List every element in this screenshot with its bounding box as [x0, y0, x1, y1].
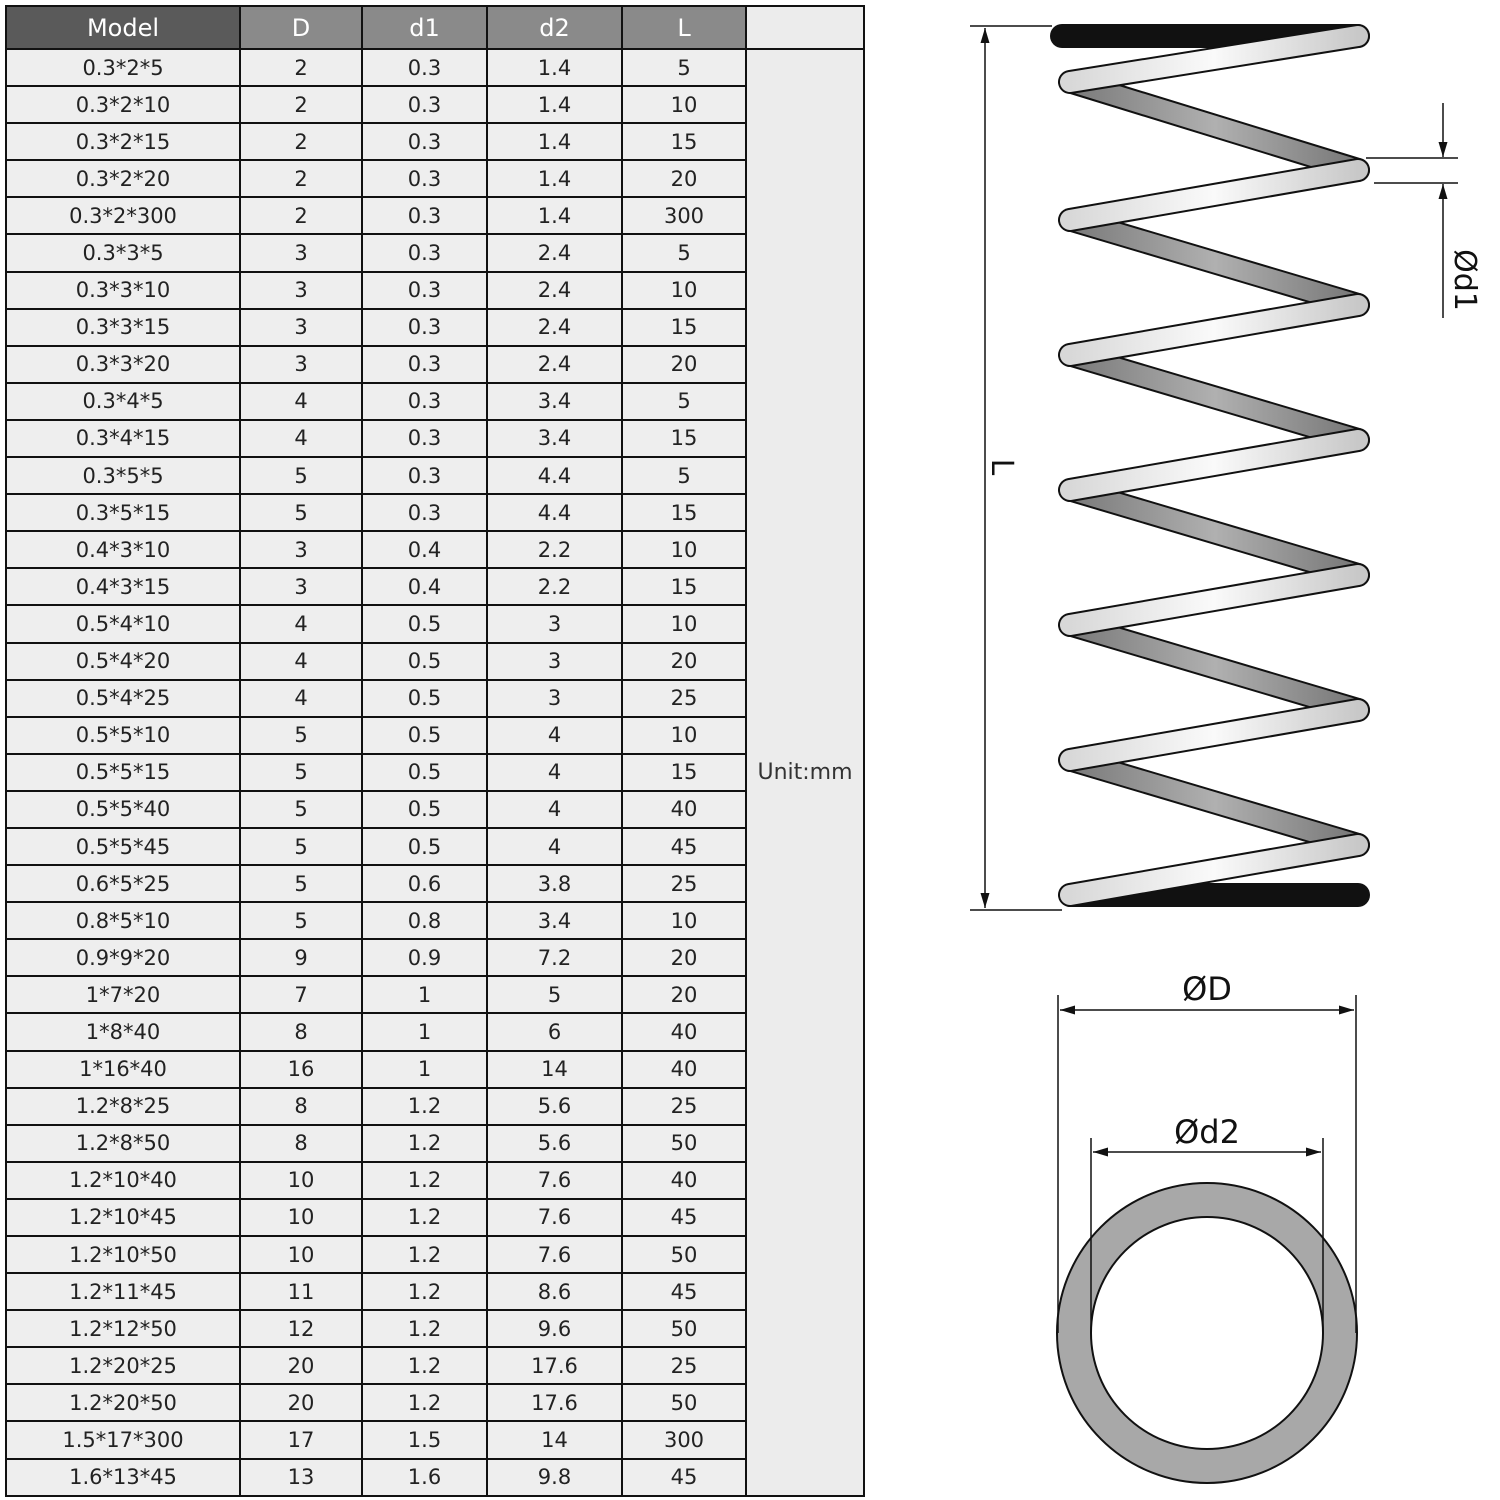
- cell-d2: 4.4: [487, 494, 622, 531]
- cell-model: 0.3*3*15: [6, 309, 240, 346]
- spring-back-strand: [1072, 220, 1358, 305]
- cell-model: 1.2*20*25: [6, 1347, 240, 1384]
- spring-back-strand: [1072, 355, 1358, 440]
- cell-model: 0.3*2*20: [6, 160, 240, 197]
- cell-model: 0.3*3*10: [6, 272, 240, 309]
- cell-model: 0.5*4*10: [6, 605, 240, 642]
- cell-d1: 0.3: [362, 86, 487, 123]
- cell-d1: 1: [362, 1051, 487, 1088]
- cell-d1: 0.5: [362, 717, 487, 754]
- cell-d1: 0.8: [362, 902, 487, 939]
- cell-model: 1.2*10*50: [6, 1236, 240, 1273]
- length-label: L: [984, 458, 1019, 476]
- cell-l: 15: [622, 123, 746, 160]
- cell-d2: 9.8: [487, 1459, 622, 1496]
- cell-l: 15: [622, 420, 746, 457]
- cell-l: 20: [622, 643, 746, 680]
- cell-d: 13: [240, 1459, 362, 1496]
- cell-d1: 1.2: [362, 1347, 487, 1384]
- cell-d: 3: [240, 272, 362, 309]
- cell-d: 12: [240, 1310, 362, 1347]
- cell-d2: 2.2: [487, 568, 622, 605]
- cell-d: 5: [240, 828, 362, 865]
- cell-d2: 5.6: [487, 1088, 622, 1125]
- cell-d1: 0.3: [362, 197, 487, 234]
- cell-l: 40: [622, 791, 746, 828]
- cell-d: 7: [240, 976, 362, 1013]
- cell-d: 10: [240, 1162, 362, 1199]
- spring-front-strand: [1070, 710, 1358, 760]
- cell-d1: 1.2: [362, 1125, 487, 1162]
- cell-model: 0.5*4*20: [6, 643, 240, 680]
- cell-d1: 0.5: [362, 791, 487, 828]
- cell-d: 2: [240, 49, 362, 86]
- cell-d2: 7.2: [487, 939, 622, 976]
- cell-d2: 1.4: [487, 197, 622, 234]
- cell-d1: 1.2: [362, 1273, 487, 1310]
- cell-d2: 1.4: [487, 86, 622, 123]
- cell-d: 4: [240, 420, 362, 457]
- cell-l: 15: [622, 754, 746, 791]
- cell-d2: 3.4: [487, 902, 622, 939]
- cross-section: [1058, 995, 1356, 1466]
- cell-d: 17: [240, 1421, 362, 1458]
- cell-d: 4: [240, 605, 362, 642]
- cell-l: 5: [622, 49, 746, 86]
- cell-d: 4: [240, 643, 362, 680]
- cell-d: 3: [240, 346, 362, 383]
- cell-d1: 1.5: [362, 1421, 487, 1458]
- cell-d1: 0.5: [362, 828, 487, 865]
- cell-d1: 0.6: [362, 865, 487, 902]
- cell-model: 1.5*17*300: [6, 1421, 240, 1458]
- cell-model: 0.5*5*40: [6, 791, 240, 828]
- cell-l: 300: [622, 197, 746, 234]
- cell-d: 16: [240, 1051, 362, 1088]
- cell-d2: 9.6: [487, 1310, 622, 1347]
- cell-model: 0.6*5*25: [6, 865, 240, 902]
- cell-d2: 4: [487, 754, 622, 791]
- cell-d: 2: [240, 123, 362, 160]
- cell-model: 0.3*4*15: [6, 420, 240, 457]
- cell-d2: 14: [487, 1421, 622, 1458]
- cell-d2: 14: [487, 1051, 622, 1088]
- cell-d2: 3.4: [487, 383, 622, 420]
- cell-model: 1.2*12*50: [6, 1310, 240, 1347]
- cell-d2: 2.4: [487, 309, 622, 346]
- cell-d: 20: [240, 1347, 362, 1384]
- cell-d2: 7.6: [487, 1236, 622, 1273]
- cell-l: 40: [622, 1013, 746, 1050]
- wire-diameter-dimension: [1366, 103, 1458, 318]
- cell-d1: 0.9: [362, 939, 487, 976]
- cell-model: 0.5*4*25: [6, 680, 240, 717]
- cell-d: 2: [240, 197, 362, 234]
- cell-d2: 1.4: [487, 123, 622, 160]
- cell-d2: 7.6: [487, 1162, 622, 1199]
- cell-d2: 4: [487, 717, 622, 754]
- cell-d2: 8.6: [487, 1273, 622, 1310]
- cell-d1: 0.5: [362, 754, 487, 791]
- cell-model: 0.4*3*15: [6, 568, 240, 605]
- cell-d: 3: [240, 531, 362, 568]
- cell-d: 10: [240, 1199, 362, 1236]
- cell-model: 1.2*10*45: [6, 1199, 240, 1236]
- spring-back-strand: [1072, 625, 1358, 710]
- spring-back-strand: [1072, 490, 1358, 575]
- cell-l: 40: [622, 1051, 746, 1088]
- cell-model: 0.5*5*15: [6, 754, 240, 791]
- column-header-d2: d2: [487, 6, 622, 49]
- cell-d1: 0.3: [362, 123, 487, 160]
- cell-l: 45: [622, 828, 746, 865]
- cell-d2: 5: [487, 976, 622, 1013]
- cell-d: 2: [240, 160, 362, 197]
- cell-d2: 2.4: [487, 346, 622, 383]
- wire-diameter-label: Ød1: [1447, 249, 1482, 311]
- cell-d2: 17.6: [487, 1347, 622, 1384]
- cell-d1: 0.3: [362, 494, 487, 531]
- cell-l: 50: [622, 1236, 746, 1273]
- cell-d2: 17.6: [487, 1384, 622, 1421]
- cell-d2: 4.4: [487, 457, 622, 494]
- cell-d2: 2.2: [487, 531, 622, 568]
- cell-model: 0.5*5*10: [6, 717, 240, 754]
- cell-d2: 2.4: [487, 272, 622, 309]
- unit-label: Unit:mm: [746, 49, 864, 1496]
- cell-d: 5: [240, 494, 362, 531]
- cell-l: 25: [622, 1347, 746, 1384]
- spring-front-strand: [1070, 575, 1358, 625]
- cell-d1: 0.4: [362, 531, 487, 568]
- cell-l: 10: [622, 86, 746, 123]
- cell-d: 5: [240, 457, 362, 494]
- cell-d: 20: [240, 1384, 362, 1421]
- cell-l: 40: [622, 1162, 746, 1199]
- cell-d2: 3: [487, 605, 622, 642]
- cell-d2: 3.4: [487, 420, 622, 457]
- cell-d: 4: [240, 383, 362, 420]
- cell-d1: 1: [362, 976, 487, 1013]
- cell-l: 5: [622, 383, 746, 420]
- cell-model: 0.8*5*10: [6, 902, 240, 939]
- spring-coils: [1062, 36, 1358, 895]
- cell-l: 5: [622, 234, 746, 271]
- cell-model: 1.2*8*50: [6, 1125, 240, 1162]
- cell-d1: 0.3: [362, 160, 487, 197]
- cell-d1: 0.5: [362, 643, 487, 680]
- spring-back-strand: [1072, 760, 1358, 845]
- cell-d2: 6: [487, 1013, 622, 1050]
- cell-l: 15: [622, 494, 746, 531]
- cell-d1: 1.2: [362, 1199, 487, 1236]
- cell-d1: 0.5: [362, 680, 487, 717]
- cell-model: 0.3*4*5: [6, 383, 240, 420]
- cell-d2: 2.4: [487, 234, 622, 271]
- cell-d1: 1.2: [362, 1310, 487, 1347]
- column-header-l: L: [622, 6, 746, 49]
- cell-d: 9: [240, 939, 362, 976]
- cell-d1: 1.2: [362, 1088, 487, 1125]
- cell-d2: 5.6: [487, 1125, 622, 1162]
- cell-d1: 1.2: [362, 1236, 487, 1273]
- cell-l: 15: [622, 568, 746, 605]
- cell-d1: 0.3: [362, 346, 487, 383]
- cell-model: 1.2*11*45: [6, 1273, 240, 1310]
- cell-d2: 1.4: [487, 160, 622, 197]
- cell-model: 1*8*40: [6, 1013, 240, 1050]
- cell-d1: 0.4: [362, 568, 487, 605]
- cell-d: 3: [240, 568, 362, 605]
- cell-d1: 1: [362, 1013, 487, 1050]
- cell-d2: 7.6: [487, 1199, 622, 1236]
- cell-d1: 0.3: [362, 49, 487, 86]
- cell-d1: 1.2: [362, 1384, 487, 1421]
- spring-front-strand: [1070, 170, 1358, 220]
- cell-d: 8: [240, 1088, 362, 1125]
- cell-model: 0.4*3*10: [6, 531, 240, 568]
- column-header-d: D: [240, 6, 362, 49]
- spring-front-strand: [1070, 305, 1358, 355]
- cell-l: 5: [622, 457, 746, 494]
- cell-l: 10: [622, 605, 746, 642]
- cell-l: 25: [622, 680, 746, 717]
- cell-d1: 1.6: [362, 1459, 487, 1496]
- cell-l: 45: [622, 1273, 746, 1310]
- cell-d1: 0.3: [362, 309, 487, 346]
- cell-model: 0.5*5*45: [6, 828, 240, 865]
- cell-d1: 0.3: [362, 457, 487, 494]
- cell-l: 15: [622, 309, 746, 346]
- cell-l: 20: [622, 346, 746, 383]
- cell-model: 1.6*13*45: [6, 1459, 240, 1496]
- cell-d1: 0.3: [362, 420, 487, 457]
- inner-diameter-label: Ød2: [1174, 1113, 1240, 1151]
- cell-d: 5: [240, 902, 362, 939]
- cell-l: 10: [622, 717, 746, 754]
- cell-model: 0.3*2*300: [6, 197, 240, 234]
- cell-l: 20: [622, 939, 746, 976]
- cell-d2: 3.8: [487, 865, 622, 902]
- cell-d1: 0.3: [362, 272, 487, 309]
- cell-d: 2: [240, 86, 362, 123]
- cell-model: 1.2*10*40: [6, 1162, 240, 1199]
- cell-model: 1*16*40: [6, 1051, 240, 1088]
- cell-d: 5: [240, 791, 362, 828]
- cell-l: 50: [622, 1125, 746, 1162]
- cell-d: 4: [240, 680, 362, 717]
- spring-front-strand: [1070, 440, 1358, 490]
- cell-model: 0.9*9*20: [6, 939, 240, 976]
- cell-d2: 3: [487, 643, 622, 680]
- cell-l: 300: [622, 1421, 746, 1458]
- cell-d: 11: [240, 1273, 362, 1310]
- column-header-model: Model: [6, 6, 240, 49]
- cell-model: 0.3*2*15: [6, 123, 240, 160]
- cell-model: 1*7*20: [6, 976, 240, 1013]
- cell-d2: 4: [487, 791, 622, 828]
- cell-d2: 3: [487, 680, 622, 717]
- cell-model: 0.3*2*5: [6, 49, 240, 86]
- cell-d2: 4: [487, 828, 622, 865]
- cell-l: 10: [622, 531, 746, 568]
- cell-d: 3: [240, 234, 362, 271]
- outer-diameter-label: ØD: [1182, 970, 1232, 1008]
- cell-d: 8: [240, 1013, 362, 1050]
- cell-l: 10: [622, 272, 746, 309]
- cell-l: 50: [622, 1310, 746, 1347]
- cell-model: 0.3*5*5: [6, 457, 240, 494]
- cell-d: 5: [240, 754, 362, 791]
- cell-model: 0.3*3*5: [6, 234, 240, 271]
- cell-model: 0.3*2*10: [6, 86, 240, 123]
- spring-back-strand: [1072, 82, 1358, 170]
- cell-l: 20: [622, 160, 746, 197]
- cell-l: 10: [622, 902, 746, 939]
- cell-l: 45: [622, 1459, 746, 1496]
- cell-d: 3: [240, 309, 362, 346]
- cell-model: 0.3*5*15: [6, 494, 240, 531]
- cell-model: 1.2*20*50: [6, 1384, 240, 1421]
- cell-d: 8: [240, 1125, 362, 1162]
- cell-d1: 0.3: [362, 234, 487, 271]
- cell-l: 50: [622, 1384, 746, 1421]
- cell-d: 5: [240, 865, 362, 902]
- cell-d1: 1.2: [362, 1162, 487, 1199]
- cell-l: 45: [622, 1199, 746, 1236]
- column-header-d1: d1: [362, 6, 487, 49]
- cell-model: 0.3*3*20: [6, 346, 240, 383]
- cell-d1: 0.5: [362, 605, 487, 642]
- cell-d1: 0.3: [362, 383, 487, 420]
- cell-d: 5: [240, 717, 362, 754]
- cell-l: 20: [622, 976, 746, 1013]
- cell-d: 10: [240, 1236, 362, 1273]
- cell-d2: 1.4: [487, 49, 622, 86]
- cell-l: 25: [622, 865, 746, 902]
- cell-l: 25: [622, 1088, 746, 1125]
- cell-model: 1.2*8*25: [6, 1088, 240, 1125]
